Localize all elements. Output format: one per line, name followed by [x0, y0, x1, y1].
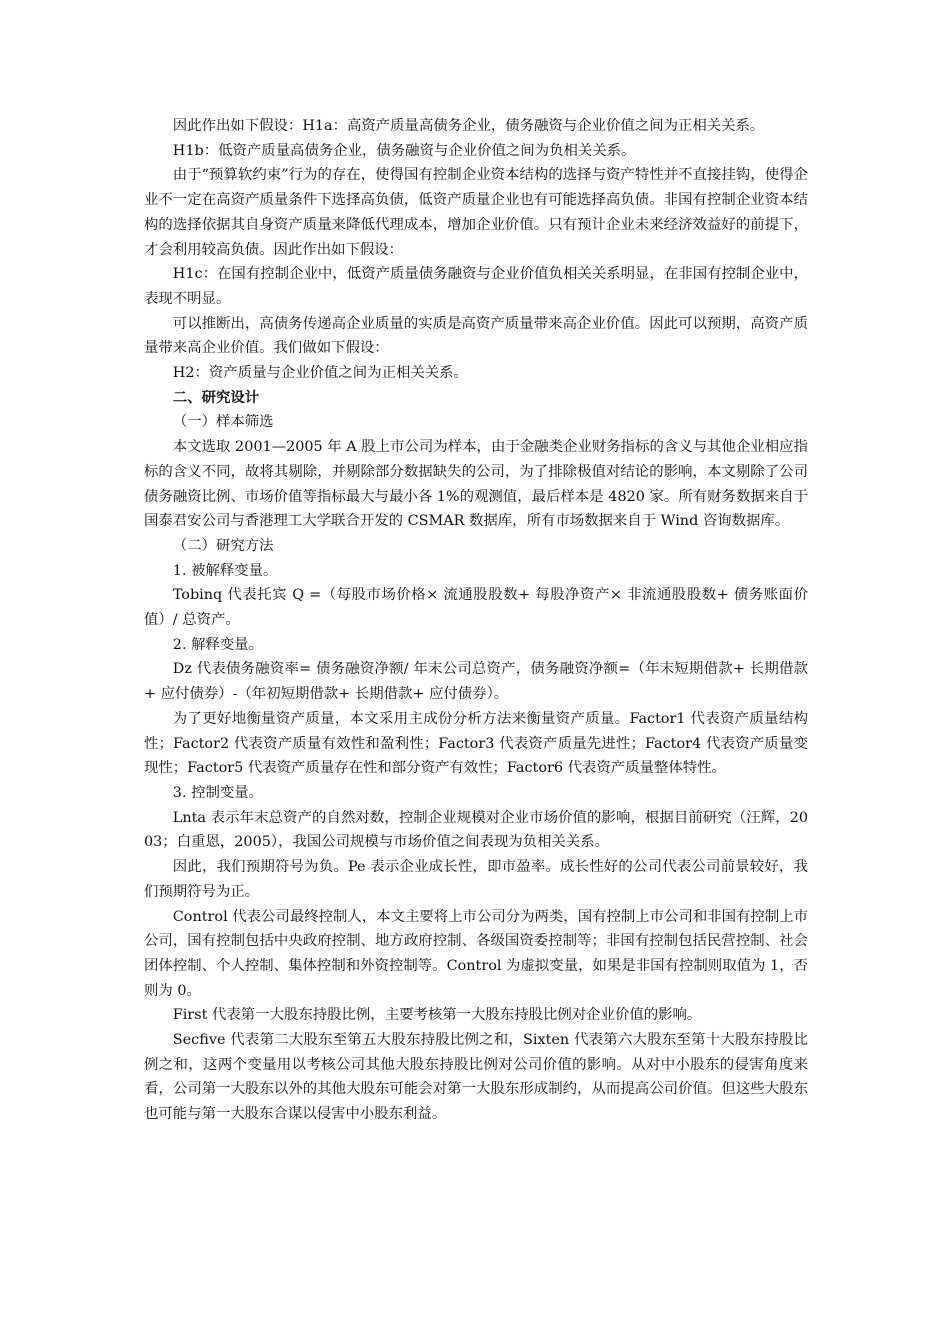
lnta-paragraph: Lnta 表示年末总资产的自然对数，控制企业规模对企业市场价值的影响，根据目前研究（汪辉，2003；白重恩，2005），我国公司规模与市场价值之间表现为负相关关系。	[144, 809, 808, 851]
tobinq-paragraph: Tobinq 代表托宾 Q =（每股市场价格× 流通股股数+ 每股净资产× 非流通股股数+ 债务账面价值）/ 总资产。	[144, 587, 808, 629]
explanatory-variable-heading: 2. 解释变量。	[172, 636, 264, 653]
factor-paragraph: 为了更好地衡量资产质量，本文采用主成份分析方法来衡量资产质量。Factor1 代表资产质量结构性；Factor2 代表资产质量有效性和盈利性；Factor3 代表资产质量先进性；Factor4 代表资产质量变现性；Factor5 代表资产质量存在性和部分资产有效性；Factor6 代表资产质量整体特性。	[144, 710, 808, 777]
dependent-variable-heading: 1. 被解释变量。	[172, 562, 278, 579]
first-paragraph: First 代表第一大股东持股比例，主要考核第一大股东持股比例对企业价值的影响。	[172, 1007, 702, 1024]
soft-budget-paragraph: 由于“预算软约束”行为的存在，使得国有控制企业资本结构的选择与资产特性并不直接挂钩，使得企业不一定在高资产质量条件下选择高负债，低资产质量企业也有可能选择高负债。非国有控制企业资本结构的选择依据其自身资产质量来降低代理成本，增加企业价值。只有预计企业未来经济效益好的前提下，才会利用较高负债。因此作出如下假设：	[144, 167, 808, 258]
control-variable-heading: 3. 控制变量。	[172, 784, 264, 801]
section-heading-research-design: 二、研究设计	[172, 388, 260, 406]
subheading-research-method: （二）研究方法	[172, 537, 274, 554]
control-paragraph: Control 代表公司最终控制人，本文主要将上市公司分为两类，国有控制上市公司和非国有控制上市公司，国有控制包括中央政府控制、地方政府控制、各级国资委控制等；非国有控制包括民营控制、社会团体控制、个人控制、集体控制和外资控制等。Control 为虚拟变量，如果是非国有控制则取值为 1，否则为 0。	[144, 908, 808, 999]
pe-paragraph: 因此，我们预期符号为负。Pe 表示企业成长性，即市盈率。成长性好的公司代表公司前景较好，我们预期符号为正。	[144, 859, 808, 900]
secfive-paragraph: Secfive 代表第二大股东至第五大股东持股比例之和，Sixten 代表第六大股东至第十大股东持股比例之和，这两个变量用以考核公司其他大股东持股比例对公司价值的影响。从对中小股东的侵害角度来看，公司第一大股东以外的其他大股东可能会对第一大股东形成制约，从而提高公司价值。但这些大股东也可能与第一大股东合谋以侵害中小股东利益。	[144, 1032, 808, 1123]
subheading-sample-selection: （一）样本筛选	[172, 414, 274, 431]
hypothesis-h1b-paragraph: H1b：低资产质量高债务企业，债务融资与企业价值之间为负相关关系。	[172, 142, 636, 159]
hypothesis-h2-paragraph: H2：资产质量与企业价值之间为正相关关系。	[172, 365, 468, 382]
dz-paragraph: Dz 代表债务融资率= 债务融资净额/ 年末公司总资产，债务融资净额=（年末短期借款+ 长期借款+ 应付债券）-（年初短期借款+ 长期借款+ 应付债券）。	[144, 661, 808, 703]
hypothesis-h1a-paragraph: 因此作出如下假设：H1a：高资产质量高债务企业，债务融资与企业价值之间为正相关关系。	[172, 118, 765, 134]
hypothesis-h1c-paragraph: H1c：在国有控制企业中，低资产质量债务融资与企业价值负相关关系明显，在非国有控制企业中，表现不明显。	[144, 266, 808, 307]
inference-paragraph: 可以推断出，高债务传递高企业质量的实质是高资产质量带来高企业价值。因此可以预期，高资产质量带来高企业价值。我们做如下假设：	[144, 315, 808, 357]
sample-paragraph: 本文选取 2001—2005 年 A 股上市公司为样本，由于金融类企业财务指标的含义与其他企业相应指标的含义不同，故将其剔除，并剔除部分数据缺失的公司，为了排除极值对结论的影响，本文剔除了公司债务融资比例、市场价值等指标最大与最小各 1%的观测值，最后样本是 4820 家。所有财务数据来自于国泰君安公司与香港理工大学联合开发的 CSMAR 数据库，所有市场数据来自于 Wind 咨询数据库。	[144, 439, 808, 530]
document-page	[144, 114, 808, 1127]
